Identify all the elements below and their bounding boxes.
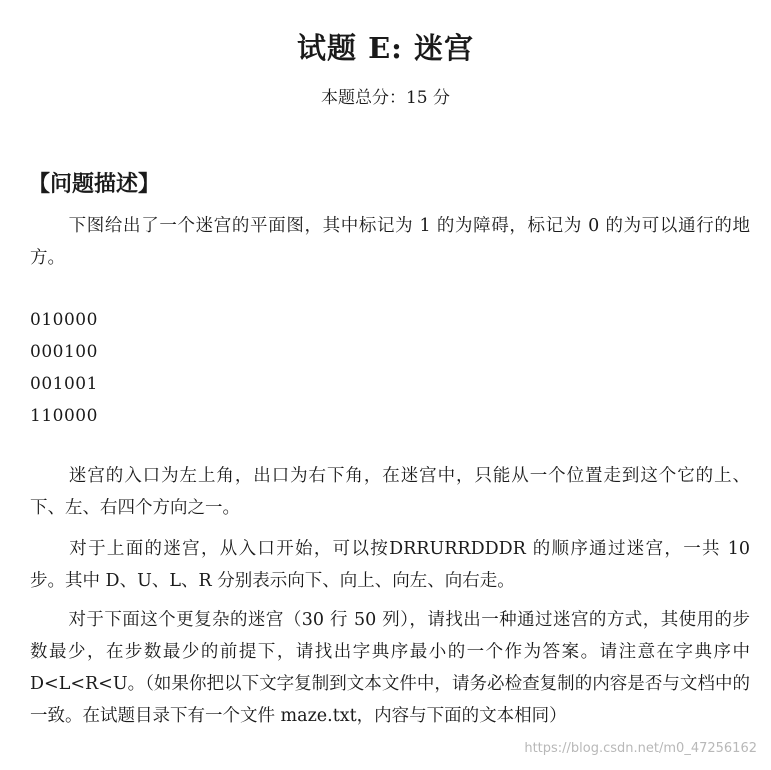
paragraph-example	[30, 533, 750, 597]
section-heading: 【问题描述】	[28, 172, 161, 197]
maze-row: 010000	[30, 310, 98, 330]
paragraph-intro	[30, 210, 750, 274]
paragraph-task	[30, 604, 750, 732]
maze-row: 110000	[30, 406, 98, 426]
watermark: https://blog.csdn.net/m0_47256162	[524, 741, 757, 756]
page-title: 试题 E: 迷宫	[296, 31, 474, 65]
paragraph-entrance-text: 迷宫的入口为左上角，出口为右下角，在迷宫中，只能从一个位置走到这个它的上、下、左、右四个方向之一。	[30, 466, 750, 518]
score-subtitle: 本题总分：15 分	[320, 88, 451, 108]
paragraph-task-text: 对于下面这个更复杂的迷宫（30 行 50 列），请找出一种通过迷宫的方式，其使用的步数最少，在步数最少的前提下，请找出字典序最小的一个作为答案。请注意在字典序中D<L<R<U。（如果你把以下文字复制到文本文件中，请务必检查复制的内容是否与文档中的一致。在试题目录下有一个文件 maze.txt，内容与下面的文本相同）	[30, 610, 750, 726]
maze-row: 000100	[30, 342, 98, 362]
paragraph-intro-text: 下图给出了一个迷宫的平面图，其中标记为 1 的为障碍，标记为 0 的为可以通行的地方。	[30, 216, 750, 268]
paragraph-entrance	[30, 460, 750, 524]
paragraph-example-text: 对于上面的迷宫，从入口开始，可以按DRRURRDDDR 的顺序通过迷宫，一共 10 步。其中 D、U、L、R 分别表示向下、向上、向左、向右走。	[30, 539, 750, 591]
maze-row: 001001	[30, 374, 98, 394]
